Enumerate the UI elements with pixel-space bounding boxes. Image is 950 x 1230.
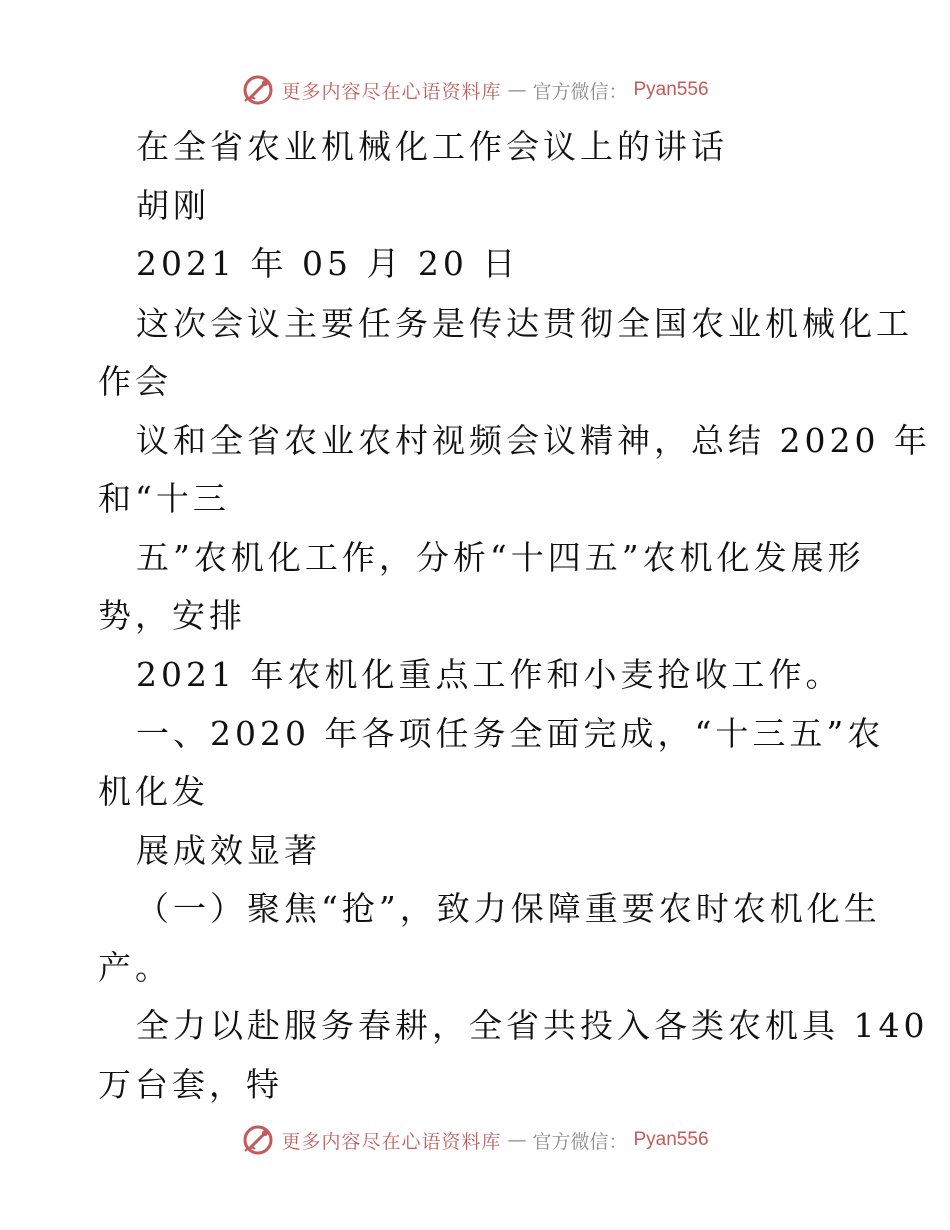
pen-circle-icon	[241, 1123, 275, 1157]
section-heading: 展成效显著	[136, 831, 321, 870]
paragraph-line: 2021 年农机化重点工作和小麦抢收工作。	[136, 655, 843, 694]
watermark-dash: —	[507, 79, 527, 101]
paragraph-line: 万台套，特	[98, 1065, 283, 1104]
paragraph-line: 议和全省农业农村视频会议精神，总结 2020 年	[136, 421, 931, 460]
paragraph-line: 五”农机化工作，分析“十四五”农机化发展形	[136, 538, 865, 577]
subsection-heading: 产。	[98, 948, 172, 987]
watermark-dash: —	[507, 1129, 527, 1151]
watermark-text: 更多内容尽在心语资料库	[281, 1130, 502, 1153]
paragraph-line: 这次会议主要任务是传达贯彻全国农业机械化工	[136, 304, 913, 343]
section-heading: 一、2020 年各项任务全面完成，“十三五”农	[136, 714, 885, 753]
watermark-wechat-id: Pyan556	[633, 1129, 709, 1150]
watermark-official-label: 官方微信：	[532, 1130, 628, 1153]
paragraph-line: 全力以赴服务春耕，全省共投入各类农机具 140	[136, 1006, 929, 1045]
paragraph-line: 和“十三	[98, 479, 230, 518]
date-line: 2021 年 05 月 20 日	[136, 244, 520, 283]
footer-watermark	[0, 1120, 950, 1160]
document-title: 在全省农业机械化工作会议上的讲话	[136, 127, 728, 166]
watermark-wechat-id: Pyan556	[633, 79, 709, 100]
subsection-heading: （一）聚焦“抢”，致力保障重要农时农机化生	[136, 889, 881, 928]
header-watermark	[0, 70, 950, 110]
author-line: 胡刚	[136, 186, 210, 225]
pen-circle-icon	[241, 73, 275, 107]
paragraph-line: 势，安排	[98, 596, 246, 635]
watermark-official-label: 官方微信：	[532, 80, 628, 103]
paragraph-line: 作会	[98, 362, 172, 401]
watermark-text: 更多内容尽在心语资料库	[281, 80, 502, 103]
section-heading: 机化发	[98, 772, 209, 811]
